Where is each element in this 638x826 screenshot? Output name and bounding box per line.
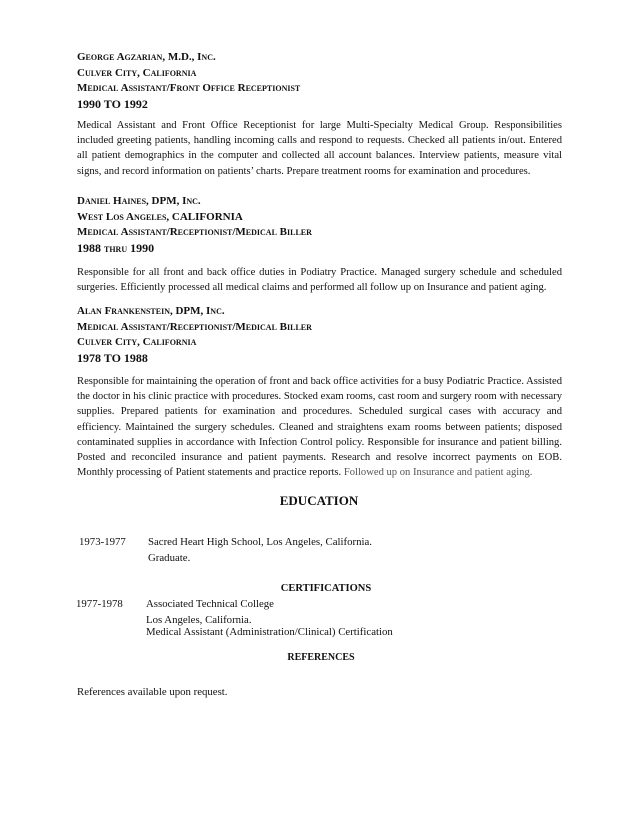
job-years: 1988 thru 1990	[77, 240, 155, 255]
job-header-2	[77, 194, 312, 256]
education-years: 1973-1977	[79, 536, 126, 548]
education-school: Sacred Heart High School, Los Angeles, California.	[148, 536, 372, 548]
job-location: Culver City, California	[77, 66, 197, 79]
education-status: Graduate.	[148, 552, 191, 564]
job-employer: George Agzarian, M.D., Inc.	[77, 51, 216, 63]
job-location: Culver City, California	[77, 336, 197, 348]
job-title: Medical Assistant/Receptionist/Medical Biller	[77, 226, 312, 238]
references-heading: REFERENCES	[287, 652, 355, 663]
certification-credential: Medical Assistant (Administration/Clinical) Certification	[146, 626, 393, 638]
job-title: Medical Assistant/Receptionist/Medical Biller	[77, 320, 312, 333]
job-description-3	[77, 374, 562, 480]
job-header-3	[77, 304, 312, 366]
job-description-text: Responsible for maintaining the operation of front and back office activities for a busy Podiatric Practice. Assisted the doctor in his clinic practice with procedures. Stocked exam rooms, cast room and surgery room with necessary supplies. Prepared patients for examination and procedures. Scheduled surgical cases with accuracy and efficiency. Maintained the surgery schedules. Cleaned and straightens exam rooms between patients; disposed contaminated supplies in accordance with Infection Control policy. Responsible for insurance and patient billing. Posted and reconciled insurance and patient payments. Research and resolve incorrect payments on EOB. Monthly processing of Patient statements and practice reports.	[77, 376, 562, 479]
job-description-2: Responsible for all front and back office duties in Podiatry Practice. Managed surgery schedule and scheduled surgeries. Efficiently processed all medical claims and performed all follow up on Insurance and patient aging.	[77, 267, 562, 294]
job-employer: Alan Frankenstein, DPM, Inc.	[77, 305, 225, 317]
job-title: Medical Assistant/Front Office Receptionist	[77, 82, 301, 94]
education-heading: EDUCATION	[279, 493, 359, 508]
job-years: 1990 TO 1992	[77, 96, 148, 111]
certification-location: Los Angeles, California.	[146, 614, 252, 626]
certifications-heading: CERTIFICATIONS	[280, 583, 372, 594]
job-description-tail: Followed up on Insurance and patient aging.	[343, 467, 533, 479]
job-location: West Los Angeles, CALIFORNIA	[77, 210, 243, 223]
job-description-1: Medical Assistant and Front Office Receptionist for large Multi-Specialty Medical Group. Responsibilities included greeting patients, handling incoming calls and respond to requests. Checked all patients in/out. Entered all patient demographics in the computer and collected all account balances. Interview patients, measure vital signs, and record information on patients’ charts. Prepare treatment rooms for examination and procedures.	[77, 120, 562, 177]
job-employer: Daniel Haines, DPM, Inc.	[77, 195, 201, 207]
references-text: References available upon request.	[77, 686, 228, 698]
certification-school: Associated Technical College	[146, 598, 274, 610]
certification-years: 1977-1978	[76, 598, 123, 610]
job-years: 1978 TO 1988	[77, 350, 148, 365]
job-header-1	[77, 50, 300, 112]
